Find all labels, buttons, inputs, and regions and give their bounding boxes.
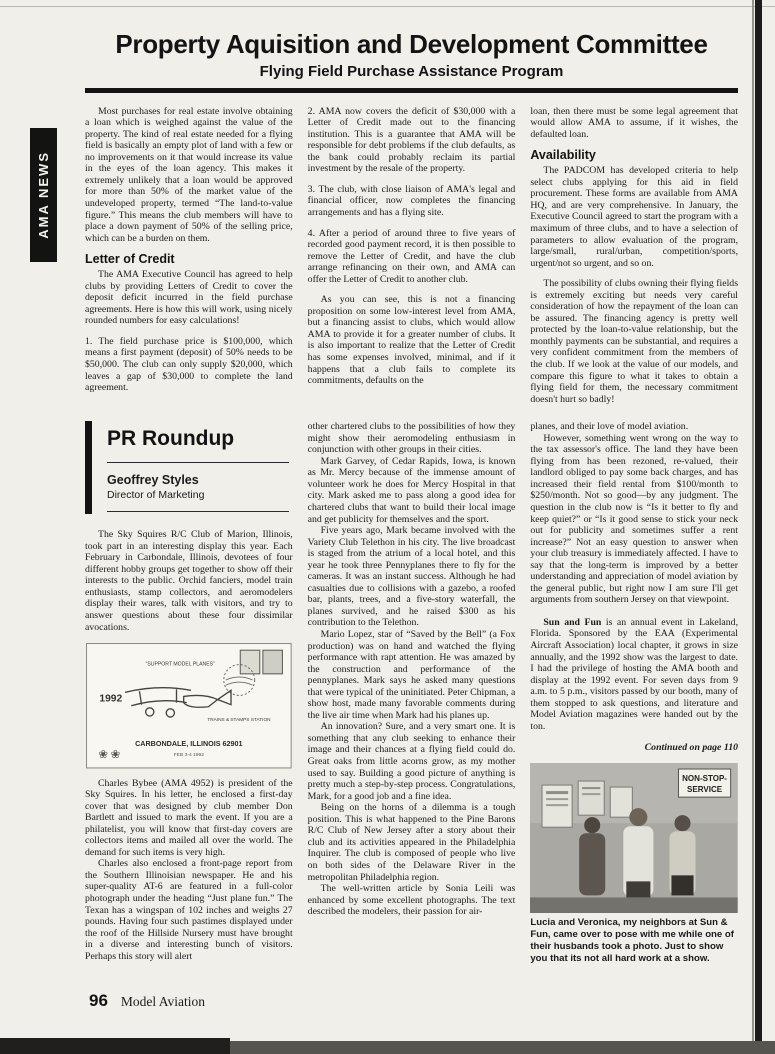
bottom-column-2 [308, 421, 516, 964]
article-paragraph: planes, and their love of model aviation. [530, 421, 689, 433]
author-name: Geoffrey Styles [107, 473, 199, 488]
top-article-column-1 [85, 106, 293, 406]
article-paragraph: 3. The club, with close liaison of AMA's legal and financial officer, now completes the financing arrangements and has a flying site. [307, 183, 516, 218]
article-paragraph: loan, then there must be some legal agreement that would allow AMA to assume, if it wishes, the defaulted loan. [530, 105, 739, 140]
non-stop-service-sign-line1: NON-STOP- [682, 773, 728, 783]
non-stop-service-sign-line2: SERVICE [687, 785, 723, 795]
article-paragraph: Mario Lopez, star of “Saved by the Bell” (a Fox production) was on hand and watched the flying performance with rapt attention. He was amazed by the construction and performance of the pennyplanes. Mark says he asked many questions that were typical of the uninitiated. Peter Chipman, a show host, made many favorable comments during the live air time when Mark had his planes up. [307, 629, 516, 721]
booth-photo-illustration [530, 763, 738, 913]
section-heading-letter-of-credit: Letter of Credit [85, 252, 175, 267]
article-paragraph: Charles also enclosed a front-page report from the Southern Illinoisian newspaper. He and his super-quality AT-6 are featured in a full-color photograph under the heading “Just plane fun.” The Texan has a wingspan of 102 inches and weighs 27 pounds. Having four such pastimes displayed under the roof of the Hillside Nursery must have brought in a diverse and interesting bunch of visitors. Perhaps this story will alert [85, 858, 293, 962]
top-article [85, 106, 738, 406]
article-paragraph: The well-written article by Sonia Leili was enhanced by some excellent photographs. The text described the modelers, their passion for air- [307, 883, 516, 918]
article-paragraph: The PADCOM has developed criteria to help select clubs applying for this aid in field procurement. These forms are available from AMA HQ, and are very comprehensive. In January, the Executive Council agreed to start the program with a maximum of three clubs, and to have a selection of parameters to allow evaluation of the program, large/small, rural/urban, competition/sports, urgent/not so urgent, and so on. [530, 165, 739, 269]
pr-roundup-title: PR Roundup [107, 427, 235, 451]
page-footer [89, 991, 205, 1011]
top-article-column-2 [308, 106, 516, 406]
masthead-divider [107, 511, 289, 512]
section-heading-availability: Availability [530, 148, 596, 163]
stamp-banner-text: “SUPPORT MODEL PLANES” [145, 661, 215, 668]
article-paragraph: The possibility of clubs owning their flying fields is extremely exciting but needs very careful consideration of how the repayment of the loan can be assured. The financing agency is pretty well protected by the loan-to-value relationship, but the monthly payments can be substantial, and requires a very confident commitment from the members of the club. If we look at the value of our models, and compare this figure to what it takes to obtain a flying field for them, the necessary commitment doesn't hurt so badly! [530, 278, 739, 405]
article-paragraph: 2. AMA now covers the deficit of $30,000 with a Letter of Credit made out to the financing institution. This is a guarantee that AMA will be responsible for debt problems if the club defaults, as the bank could probably reclaim its partial investment by the resale of the property. [307, 105, 516, 175]
page-number: 96 [89, 991, 108, 1010]
stamp-station-text: TRAINS & STAMPS STATION [207, 718, 271, 724]
page-title: Property Aquisition and Development Committee [115, 29, 708, 59]
stamp-city-text: CARBONDALE, ILLINOIS 62901 [135, 738, 243, 748]
article-header [85, 30, 738, 93]
article-paragraph: The Sky Squires R/C Club of Marion, Illinois, took part in an interesting display this year. Each February in Carbondale, Illinois, devotees of four different hobby groups get together to show off their interests to the public. Orchid fanciers, model train enthusiasts, stamp collectors, and aeromodelers display their wares, talk with visitors, and try to answer questions about these four dissimilar avocations. [85, 529, 293, 633]
magazine-name: Model Aviation [120, 994, 206, 1009]
page-subtitle: Flying Field Purchase Assistance Program [259, 62, 564, 80]
article-paragraph: 4. After a period of around three to five years of recorded good payment record, it is then possible to remove the Letter of Credit, and have the club arrange refinancing on their own, and AMA can offer the Letter of Credit to another club. [307, 227, 516, 285]
scan-edge-bottom-corner [0, 1038, 230, 1054]
pr-roundup-masthead [85, 421, 293, 514]
booth-photo [530, 763, 738, 913]
stamp-postmark-date: FEB 3-4 1992 [173, 753, 205, 759]
bottom-column-1 [85, 421, 293, 964]
stamp-flowers: ❀ ❀ [98, 749, 121, 762]
article-paragraph: other chartered clubs to the possibilities of how they might show their aeromodeling enthusiasm in conjunction with other groups in their cities. [307, 421, 516, 456]
sun-and-fun-text: is an annual event in Lakeland, Florida. Sponsored by the EAA (Experimental Aircraft Association) local chapter, it grows in size annually, and the 1992 show was the largest to date. I had the privilege of hosting the AMA booth and display at the 1992 event. For seven days from 9 a.m. to 5 p.m., visitors passed by our booth, many of them stopped to ask questions, and literature and Model Aviation magazines were handed out by the ton. [530, 616, 739, 732]
scan-edge-right [755, 0, 762, 1054]
scan-edge-shadow [752, 0, 754, 1054]
article-paragraph: An innovation? Sure, and a very smart one. It is something that any club seeking to enhance their image and their chances at a flying field could do. Great oaks from little acorns grow, as my mother used to say. Building a good picture of anything is pretty much a step-by-step process. Congratulations, Mark, for a good job and a fine idea. [307, 721, 516, 802]
article-paragraph: 1. The field purchase price is $100,000, which means a first payment (deposit) of 50% needs to be $50,000. The club can only supply $20,000, which leaves a gap of $30,000 to complete the land agreement. [85, 335, 293, 394]
article-paragraph: Being on the horns of a dilemma is a tough position. This is what happened to the Pine Barons R/C Club of New Jersey after a story about their club and its activities appeared in the Philadelphia Inquirer. The club is composed of people who live on both sides of the Delaware River in the metropolitan Philadelphia region. [307, 802, 516, 883]
ama-news-label: AMA NEWS [36, 151, 51, 239]
masthead-divider [107, 462, 289, 463]
page-content [85, 30, 738, 964]
article-paragraph: Most purchases for real estate involve obtaining a loan which is weighed against the value of the property. The kind of real estate needed for a flying field is basically an empty plot of land with a few or no improvements on it that would increase its value in the eyes of the loan agency. This makes it extremely unlikely that a loan would be approved for more than 50% of the market value of the undeveloped property, termed “The land-to-value figure.” This means the club members will have to place a down payment of 50% of the selling price, which can be a burden on them. [85, 105, 293, 244]
article-paragraph: Five years ago, Mark became involved with the Variety Club Telethon in his city. The live broadcast is staged from the atrium of a local hotel, and this year he took three Pennyplanes there to fly for the cameras. It was an instant success. Although he had casualties due to collisions with a gazebo, a roofed bar, plants, trees, and a five-story waterfall, the planes survived, and he raised $300 as his contribution to the Telethon. [307, 525, 516, 629]
top-article-column-3 [530, 106, 738, 406]
article-paragraph: The AMA Executive Council has agreed to help clubs by providing Letters of Credit to cover the deposit deficit incurred in the field purchase agreements. Here is how this will work, using nicely rounded numbers for easy calculations! [85, 269, 293, 327]
author-role: Director of Marketing [107, 489, 205, 502]
article-paragraph: Charles Bybee (AMA 4952) is president of the Sky Squires. In his letter, he enclosed a first-day cover that was designed by club member Don Bartlett and issued to mark the event. If you are a philatelist, you will know that first-day covers are collectors items and mailed all over the world. The demand for such items is very high. [85, 777, 293, 858]
header-rule [85, 88, 738, 93]
article-paragraph: As you can see, this is not a financing proposition on some low-interest level from AMA, but a financing assist to clubs, which would allow AMA to provide it for a greater number of clubs. It is also important to realize that the Letter of Credit has some expenses involved, minimal, and if it happens that a club fails to complete its commitments, defaults on the [307, 294, 516, 387]
article-paragraph: However, something went wrong on the way to the tax assessor's office. The land they have been flying from has been rezoned, re-valued, their landlord obliged to pay some back charges, and has increased their field rental from $100/month to $250/month. Not so good—by any judgment. The question in the club now is “Is it better to fly and keep quiet?” or “Is it good sense to stick your neck out for publicity and sometimes suffer a rent increase?” Not an easy question to answer when your club treasury is immediately affected. I have to say that the long-term is improved by a better understanding and appreciation of model aviation by the general public, but right now I am sure I'll get arguments from southern Jersey on that viewpoint. [530, 432, 739, 606]
continued-notice: Continued on page 110 [644, 742, 739, 754]
envelope-illustration [86, 643, 292, 768]
sun-and-fun-lead: Sun and Fun [543, 616, 602, 628]
photo-caption: Lucia and Veronica, my neighbors at Sun & Fun, came over to pose with me while one of their husbands took a photo. Just to show you that its not all hard work at a show. [530, 917, 734, 964]
article-paragraph: Mark Garvey, of Cedar Rapids, Iowa, is known as Mr. Mercy because of the immense amount of volunteer work he does for Mercy Hospital in that city. Mark asked me to pass along a good idea for chartered clubs that want to build their local image and get publicity for themselves and the sport. [307, 455, 516, 525]
ama-news-tab [30, 128, 57, 262]
scan-edge-top [0, 6, 775, 7]
bottom-column-3 [530, 421, 738, 964]
pr-roundup-article [85, 421, 738, 964]
article-paragraph [530, 617, 738, 732]
first-day-cover-image [86, 643, 292, 768]
stamp-year: 1992 [99, 693, 123, 705]
